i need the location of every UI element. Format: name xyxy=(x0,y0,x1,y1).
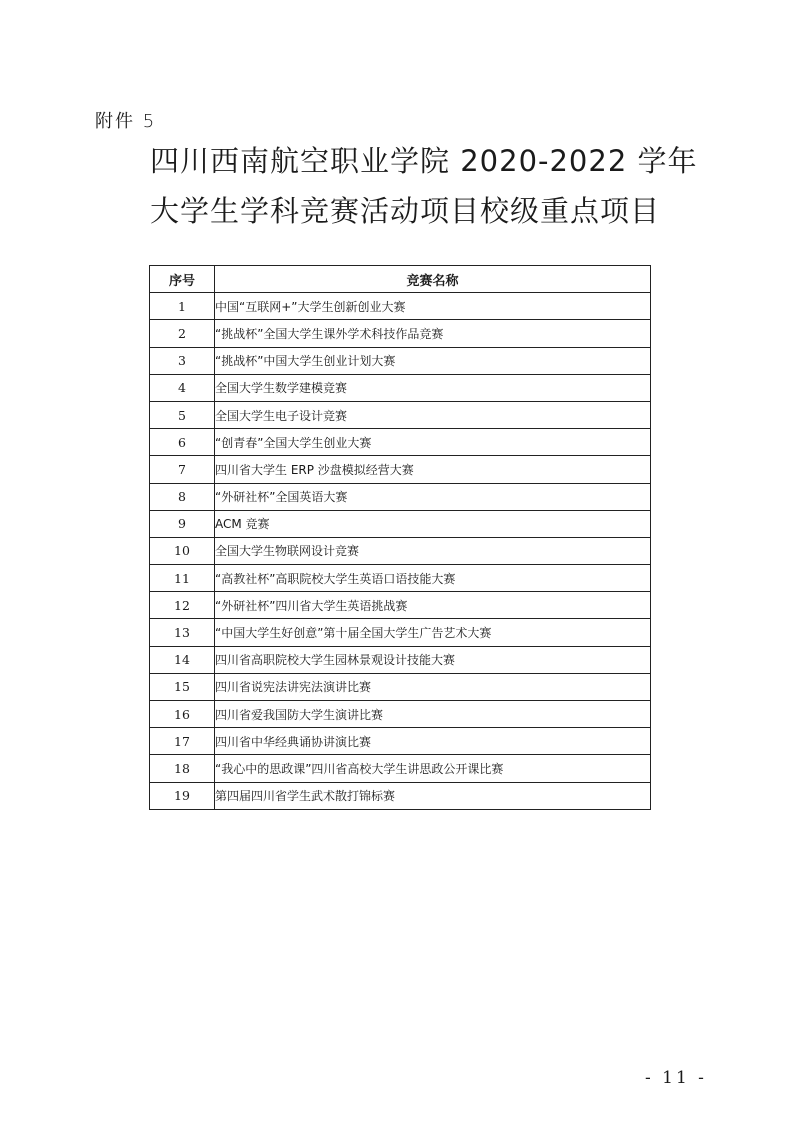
row-index: 1 xyxy=(150,293,215,320)
row-index: 9 xyxy=(150,510,215,537)
row-name: “我心中的思政课”四川省高校大学生讲思政公开课比赛 xyxy=(215,755,651,782)
table-row xyxy=(150,646,651,673)
row-name: ACM 竞赛 xyxy=(215,510,651,537)
row-index: 11 xyxy=(150,565,215,592)
row-name: “挑战杯”全国大学生课外学术科技作品竞赛 xyxy=(215,320,651,347)
page-number: - 11 - xyxy=(645,1068,707,1088)
competition-table xyxy=(149,265,651,810)
row-name: 四川省高职院校大学生园林景观设计技能大赛 xyxy=(215,646,651,673)
row-index: 8 xyxy=(150,483,215,510)
row-name: “外研社杯”全国英语大赛 xyxy=(215,483,651,510)
table-row xyxy=(150,510,651,537)
row-name: “外研社杯”四川省大学生英语挑战赛 xyxy=(215,592,651,619)
table-row xyxy=(150,728,651,755)
table-row xyxy=(150,701,651,728)
header-index: 序号 xyxy=(150,266,215,293)
row-name: 第四届四川省学生武术散打锦标赛 xyxy=(215,782,651,809)
row-name: “中国大学生好创意”第十届全国大学生广告艺术大赛 xyxy=(215,619,651,646)
row-name: “挑战杯”中国大学生创业计划大赛 xyxy=(215,347,651,374)
row-index: 19 xyxy=(150,782,215,809)
row-index: 10 xyxy=(150,537,215,564)
table-row xyxy=(150,755,651,782)
table-row xyxy=(150,293,651,320)
row-name: 四川省说宪法讲宪法演讲比赛 xyxy=(215,673,651,700)
table-row xyxy=(150,619,651,646)
row-index: 5 xyxy=(150,401,215,428)
table-row xyxy=(150,483,651,510)
table-row xyxy=(150,673,651,700)
row-index: 4 xyxy=(150,374,215,401)
row-index: 14 xyxy=(150,646,215,673)
row-name: 全国大学生物联网设计竞赛 xyxy=(215,537,651,564)
table-row xyxy=(150,782,651,809)
row-name: 四川省中华经典诵协讲演比赛 xyxy=(215,728,651,755)
table-row xyxy=(150,429,651,456)
row-index: 17 xyxy=(150,728,215,755)
title-line-1: 四川西南航空职业学院 2020-2022 学年 xyxy=(150,144,698,178)
row-name: 全国大学生数学建模竞赛 xyxy=(215,374,651,401)
row-name: 四川省爱我国防大学生演讲比赛 xyxy=(215,701,651,728)
row-name: 四川省大学生 ERP 沙盘模拟经营大赛 xyxy=(215,456,651,483)
row-name: “高教社杯”高职院校大学生英语口语技能大赛 xyxy=(215,565,651,592)
table-header-row xyxy=(150,266,651,293)
row-index: 7 xyxy=(150,456,215,483)
table-row xyxy=(150,456,651,483)
title-line-2: 大学生学科竞赛活动项目校级重点项目 xyxy=(150,194,661,228)
row-name: “创青春”全国大学生创业大赛 xyxy=(215,429,651,456)
attachment-label: 附件 5 xyxy=(95,111,157,132)
row-index: 12 xyxy=(150,592,215,619)
row-index: 15 xyxy=(150,673,215,700)
row-index: 6 xyxy=(150,429,215,456)
row-index: 2 xyxy=(150,320,215,347)
table-row xyxy=(150,374,651,401)
row-index: 3 xyxy=(150,347,215,374)
table-row xyxy=(150,592,651,619)
table-row xyxy=(150,347,651,374)
row-name: 中国“互联网+”大学生创新创业大赛 xyxy=(215,293,651,320)
row-name: 全国大学生电子设计竞赛 xyxy=(215,401,651,428)
row-index: 13 xyxy=(150,619,215,646)
table-row xyxy=(150,320,651,347)
table-row xyxy=(150,401,651,428)
header-name: 竞赛名称 xyxy=(215,266,651,293)
table-row xyxy=(150,537,651,564)
table-body xyxy=(150,293,651,810)
row-index: 16 xyxy=(150,701,215,728)
document-title xyxy=(150,136,698,236)
table-row xyxy=(150,565,651,592)
row-index: 18 xyxy=(150,755,215,782)
